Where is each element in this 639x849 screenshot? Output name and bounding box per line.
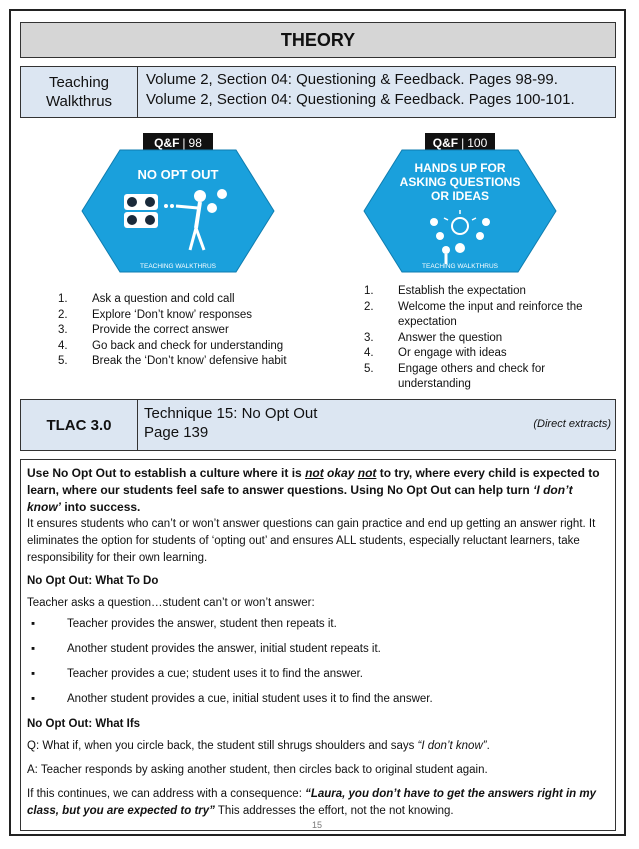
step-number: 3. [58,324,68,336]
what-to-do-lead: Teacher asks a question…student can’t or won’t answer: [27,597,315,609]
page-number: 15 [312,820,323,830]
step-text: Or engage with ideas [398,347,507,359]
list-item-text: Teacher provides a cue; student uses it to find the answer. [67,668,363,680]
step-item [56,308,316,324]
tlac-row [20,399,616,451]
consequence-paragraph [27,786,609,820]
step-item [56,354,316,370]
question-end: . [486,740,490,752]
card-heading-line: HANDS UP FOR [414,161,506,175]
step-number: 1. [364,285,374,297]
intro-text-b: okay [323,466,358,480]
walkthru-reference-2: Volume 2, Section 04: Questioning & Feedback. Pages 100-101. [146,91,575,108]
no-opt-out-hexagon [80,148,276,274]
step-text: Explore ‘Don’t know’ responses [92,308,253,321]
bullet-icon: ▪ [31,618,36,630]
intro-paragraph: It ensures students who can’t or won’t answer questions can gain practice and end up getting an answer right. It eliminates the option for students of ‘opting out’ and ensures ALL students, especially reluctant learners, take responsibility for their own learning. [27,518,596,564]
tlac-technique: Technique 15: No Opt Out [144,405,318,422]
card-tag-sep: | [461,136,465,150]
what-to-do-list [27,616,609,708]
teaching-walkthrus-refs [138,67,615,117]
card-heading-line: OR IDEAS [430,189,490,203]
bullet-icon: ▪ [31,643,36,655]
what-if-answer: A: Teacher responds by asking another student, then circles back to original student again. [27,764,488,776]
step-item [56,292,316,308]
step-number: 4. [58,339,68,352]
list-item-text: Another student provides a cue, initial student uses it to find the answer. [67,693,433,705]
question-text: Q: What if, when you circle back, the student still shrugs shoulders and says [27,740,418,752]
intro-quote: ‘I don’t know’ [27,483,573,514]
card-heading-line: ASKING QUESTIONS [399,175,521,189]
intro-text-a: Use No Opt Out to establish a culture where it is [27,466,306,480]
card-heading-line: NO OPT OUT [137,167,219,182]
list-item [27,666,609,683]
teaching-walkthrus-label-line2: Walkthrus [45,93,113,110]
step-text: Establish the expectation [398,285,526,297]
step-item [362,300,612,331]
step-text: Ask a question and cold call [92,293,235,305]
step-number: 3. [364,331,374,344]
page-title: THEORY [20,22,616,58]
list-item [27,641,609,658]
tlac-page: Page 139 [144,424,209,441]
bullet-icon: ▪ [31,668,36,680]
question-quote: “I don’t know” [417,740,487,752]
step-number: 1. [58,293,68,305]
step-text: Answer the question [398,331,503,344]
list-item [27,691,609,708]
card-footer: TEACHING WALKTHRUS [140,263,216,270]
step-text: Provide the correct answer [92,324,229,336]
tlac-body [138,400,615,450]
consequence-quote: “Laura, you don’t have to get the answers right in my class, but you are expected to try” [27,788,597,817]
walkthru-reference-1: Volume 2, Section 04: Questioning & Feedback. Pages 98-99. [146,71,558,88]
no-opt-out-steps [56,292,316,370]
consequence-text-a: If this continues, we can address with a consequence: [27,788,306,800]
tlac-label: TLAC 3.0 [21,400,138,450]
step-number: 2. [364,300,374,313]
intro-text-d: into success. [61,500,141,514]
intro-not-2: not [357,466,377,480]
intro-statement [27,465,609,516]
extract-box [20,459,616,831]
hands-up-steps [362,284,612,393]
card-tag-code: Q&F [432,136,459,150]
hands-up-hexagon [362,148,558,274]
card-tag-sep: | [182,136,186,150]
step-text: Welcome the input and reinforce the expectation [398,300,583,328]
list-item-text: Teacher provides the answer, student then repeats it. [67,618,337,630]
step-item [362,346,612,362]
teaching-walkthrus-label [21,67,138,117]
consequence-text-b: This addresses the effort, not the not knowing. [214,805,454,817]
step-text: Break the ‘Don’t know’ defensive habit [92,355,287,367]
card-tag-num: 100 [467,136,488,150]
step-item [362,284,612,300]
step-number: 5. [364,362,374,375]
list-item-text: Another student provides the answer, initial student repeats it. [67,643,381,655]
step-number: 2. [58,308,68,321]
card-footer: TEACHING WALKTHRUS [422,263,498,270]
step-text: Go back and check for understanding [92,339,284,352]
step-item [362,362,612,393]
bullet-icon: ▪ [31,693,36,705]
teaching-walkthrus-label-line1: Teaching [48,74,110,91]
step-item [362,331,612,347]
step-number: 5. [58,355,68,367]
what-ifs-heading: No Opt Out: What Ifs [27,718,141,730]
step-number: 4. [364,347,374,359]
teaching-walkthrus-row [20,66,616,118]
step-item [56,323,316,339]
intro-not-1: not [305,466,324,480]
step-text: Engage others and check for understanding [398,362,546,390]
card-tag-num: 98 [188,136,202,150]
list-item [27,616,609,633]
what-if-question [27,738,609,755]
intro-text-c: to try, where every child is expected to learn, where our students feel safe to answer questions. Using No Opt Out can help turn [27,466,600,497]
step-item [56,339,316,355]
tlac-note: (Direct extracts) [533,418,611,430]
what-to-do-heading: No Opt Out: What To Do [27,575,159,587]
card-tag-code: Q&F [154,136,180,150]
